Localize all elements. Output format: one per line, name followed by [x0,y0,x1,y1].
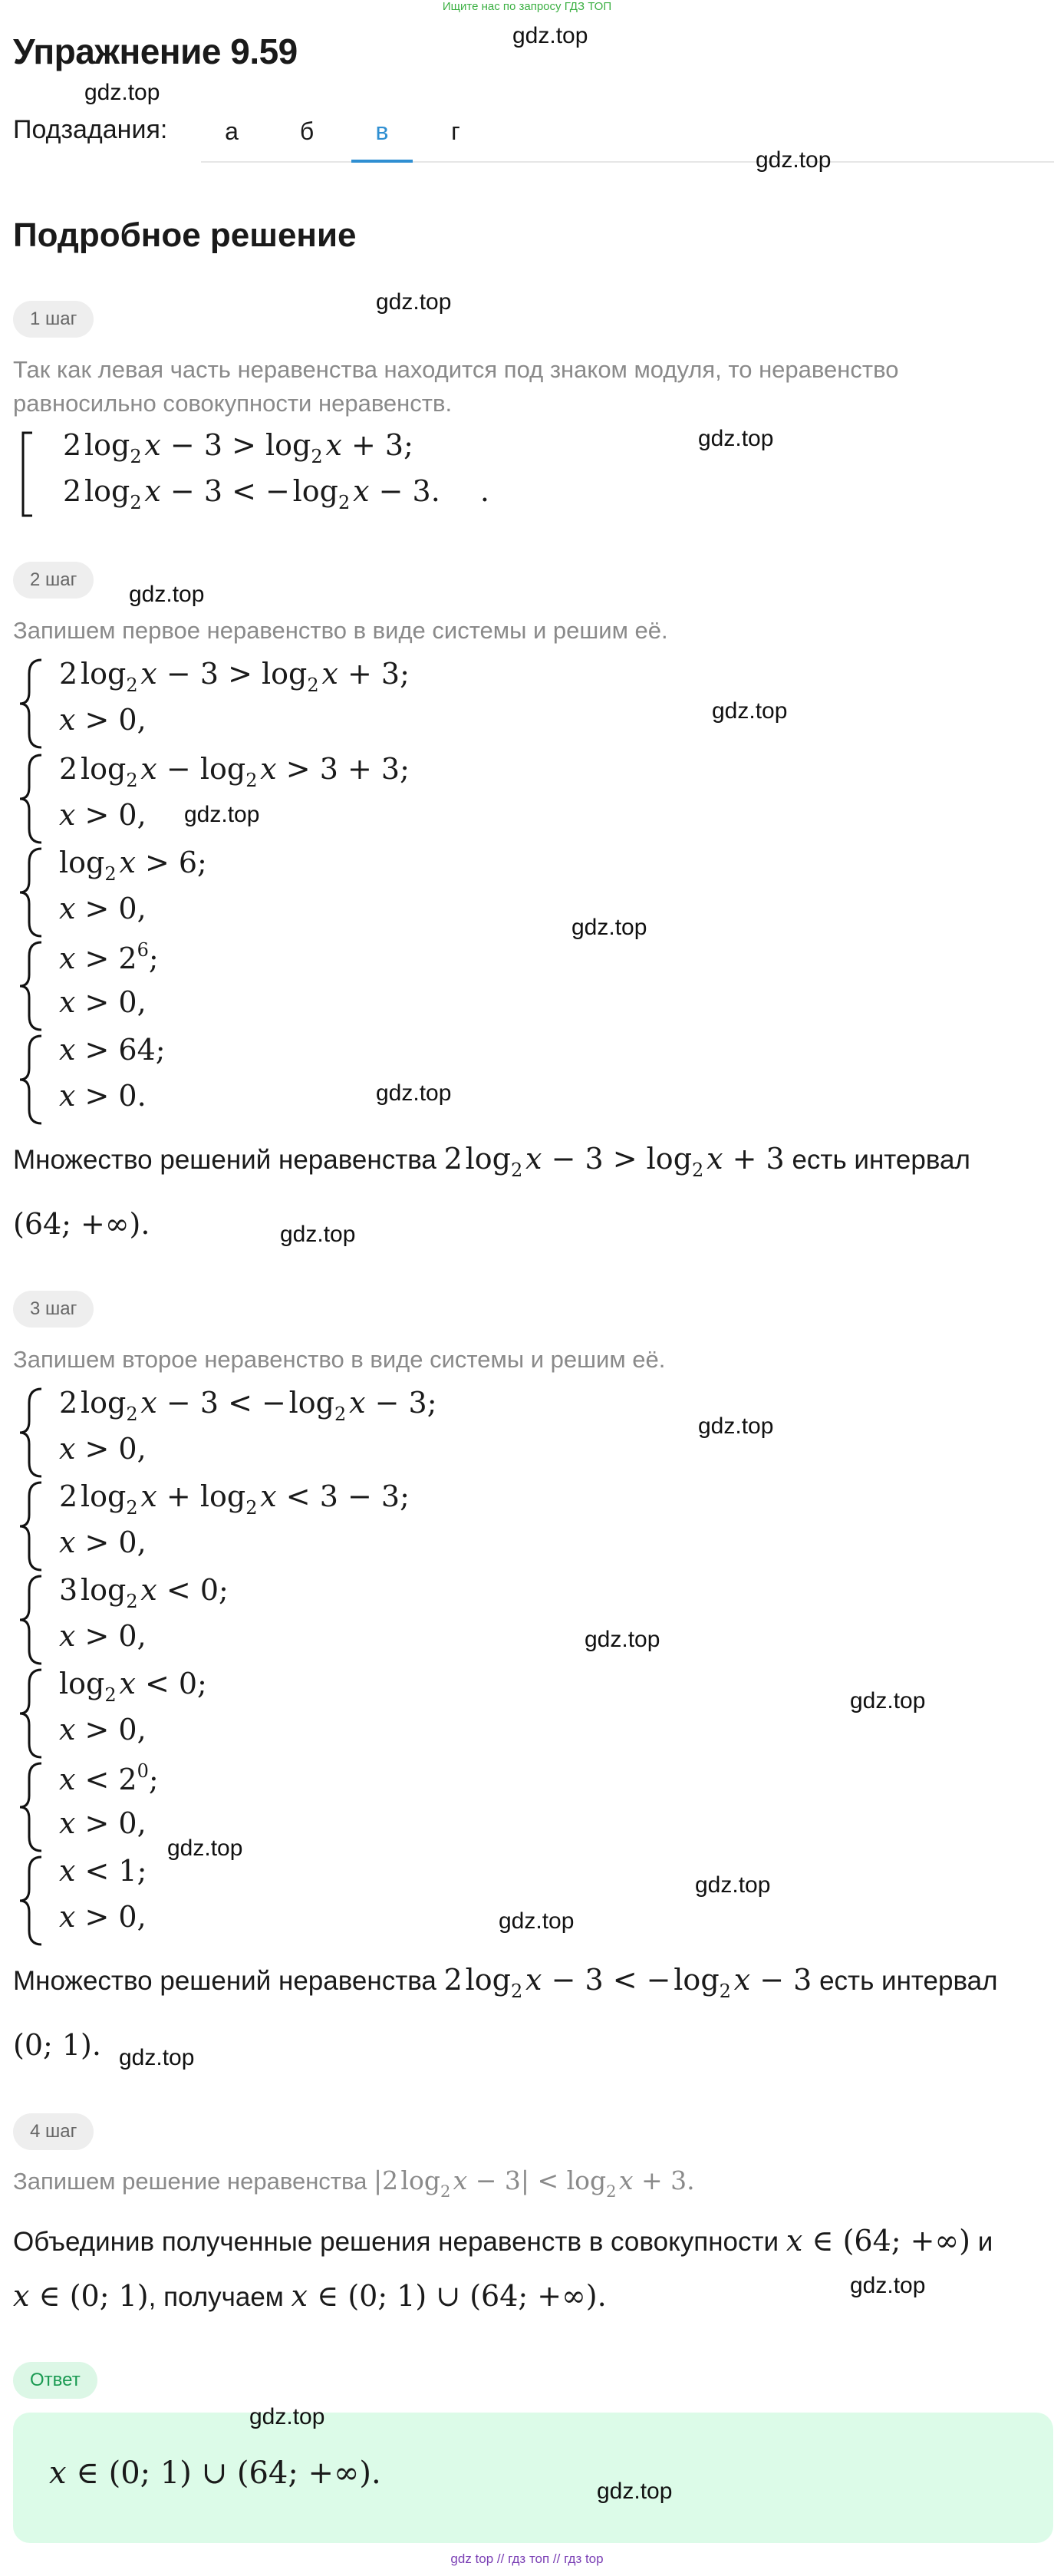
watermark: gdz.top [850,1688,926,1713]
tab-b[interactable]: б [299,117,315,145]
subtask-tabs [201,114,1054,163]
system: x > 64; x > 0. [17,1033,554,1126]
step-text: Так как левая часть неравенства находится под знаком модуля, то неравенство равносильно совокупности неравенств. [13,356,899,417]
watermark: gdz.top [129,582,205,607]
subtasks-label: Подзадания: [13,115,168,144]
watermark: gdz.top [376,1080,452,1106]
watermark: gdz.top [119,2045,195,2070]
step-conclusion: Множество решений неравенства 2 $\log_2$ x − 3 < − $\log_2$ x − 3 есть интервал (0; 1). [13,1963,998,2062]
answer-value: x ∈ (0; 1) ∪ (64; +∞). [49,2456,381,2491]
system: $x < 2^0$; x > 0, [17,1760,554,1854]
page-title: Упражнение 9.59 [13,31,298,71]
watermark: gdz.top [512,23,588,48]
interval: (0; 1). [13,2028,101,2062]
curly-brace [17,1667,48,1760]
curly-brace [17,1760,48,1854]
watermark: gdz.top [695,1872,771,1898]
watermark: gdz.top [249,2404,325,2429]
watermark: gdz.top [376,289,452,315]
tab-v[interactable]: в [351,114,413,163]
system: $\log_2$ x < 0; x > 0, [17,1667,554,1760]
watermark: gdz.top [850,2273,926,2298]
watermark: gdz.top [167,1836,243,1861]
system: 2 $\log_2$ x − 3 < − $\log_2$ x − 3; x > 0, [17,1386,554,1479]
system: $\log_2$ x > 6; x > 0, [17,846,554,939]
union-conclusion: Объединив полученные решения неравенств в совокупности x ∈ (64; +∞) и x ∈ (0; 1), получаем x ∈ (0; 1) ∪ (64; +∞). [13,2224,993,2313]
step-badge: 1 шаг [13,301,94,338]
conclusion-text: Множество решений неравенства [13,1145,436,1175]
watermark: gdz.top [499,1908,575,1934]
watermark: gdz.top [84,80,160,105]
step-conclusion: Множество решений неравенства 2 $\log_2$ $x - 3 > \log_2$ x + 3 есть интервал (64; +∞). [13,1142,970,1241]
system: 2 $\log_2$ $x + \log_2$ x < 3 − 3; x > 0, [17,1479,554,1573]
square-bracket [17,428,40,522]
tab-a[interactable]: а [225,117,239,145]
watermark: gdz.top [597,2479,673,2504]
curly-brace [17,657,48,750]
curly-brace [17,1854,48,1948]
system: $x > 2^6$; x > 0, [17,939,554,1033]
section-title: Подробное решение [13,216,357,254]
watermark: gdz.top [184,802,260,827]
curly-brace [17,846,48,939]
step-text: Запишем второе неравенство в виде системы и решим её. [13,1346,666,1373]
watermark: gdz.top [698,1413,774,1439]
footer: gdz top // гдз топ // гдз top [450,2551,604,2566]
conclusion-text: есть интервал [792,1145,970,1175]
tab-g[interactable]: г [451,117,460,145]
watermark: gdz.top [712,698,788,724]
watermark: gdz.top [756,147,832,173]
step-badge: 2 шаг [13,562,94,599]
watermark: gdz.top [280,1222,356,1247]
curly-brace [17,752,48,846]
step-text: Запишем первое неравенство в виде системы и решим её. [13,617,668,644]
search-hint: Ищите нас по запросу ГДЗ ТОП [442,0,612,13]
curly-brace [17,1033,48,1126]
watermark: gdz.top [698,426,774,451]
step-text: Запишем решение неравенства |2 $\log_2$ $x - 3| < \log_2$ x + 3. [13,2165,695,2201]
curly-brace [17,1386,48,1479]
system: x < 1; x > 0, [17,1854,554,1948]
curly-brace [17,939,48,1033]
watermark: gdz.top [571,915,647,940]
step-badge: 3 шаг [13,1291,94,1328]
system: 2 $\log_2$ $x - 3 > \log_2$ x + 3; x > 0, [17,657,554,750]
system: 3 $\log_2$ x < 0; x > 0, [17,1573,554,1667]
step-badge: 4 шаг [13,2113,94,2150]
watermark: gdz.top [585,1627,660,1652]
inequality-set: 2 $\log_2$ $x - 3 > \log_2$ x + 3; 2 $\log_2$ x − 3 < − $\log_2$ x − 3. . [17,428,554,522]
answer-badge: Ответ [13,2362,97,2399]
curly-brace [17,1573,48,1667]
curly-brace [17,1479,48,1573]
conclusion-text: Множество решений неравенства [13,1966,436,1996]
interval: (64; +∞). [13,1207,150,1241]
conclusion-text: есть интервал [819,1966,998,1996]
system: 2 $\log_2$ $x - \log_2$ x > 3 + 3; x > 0, [17,752,554,846]
